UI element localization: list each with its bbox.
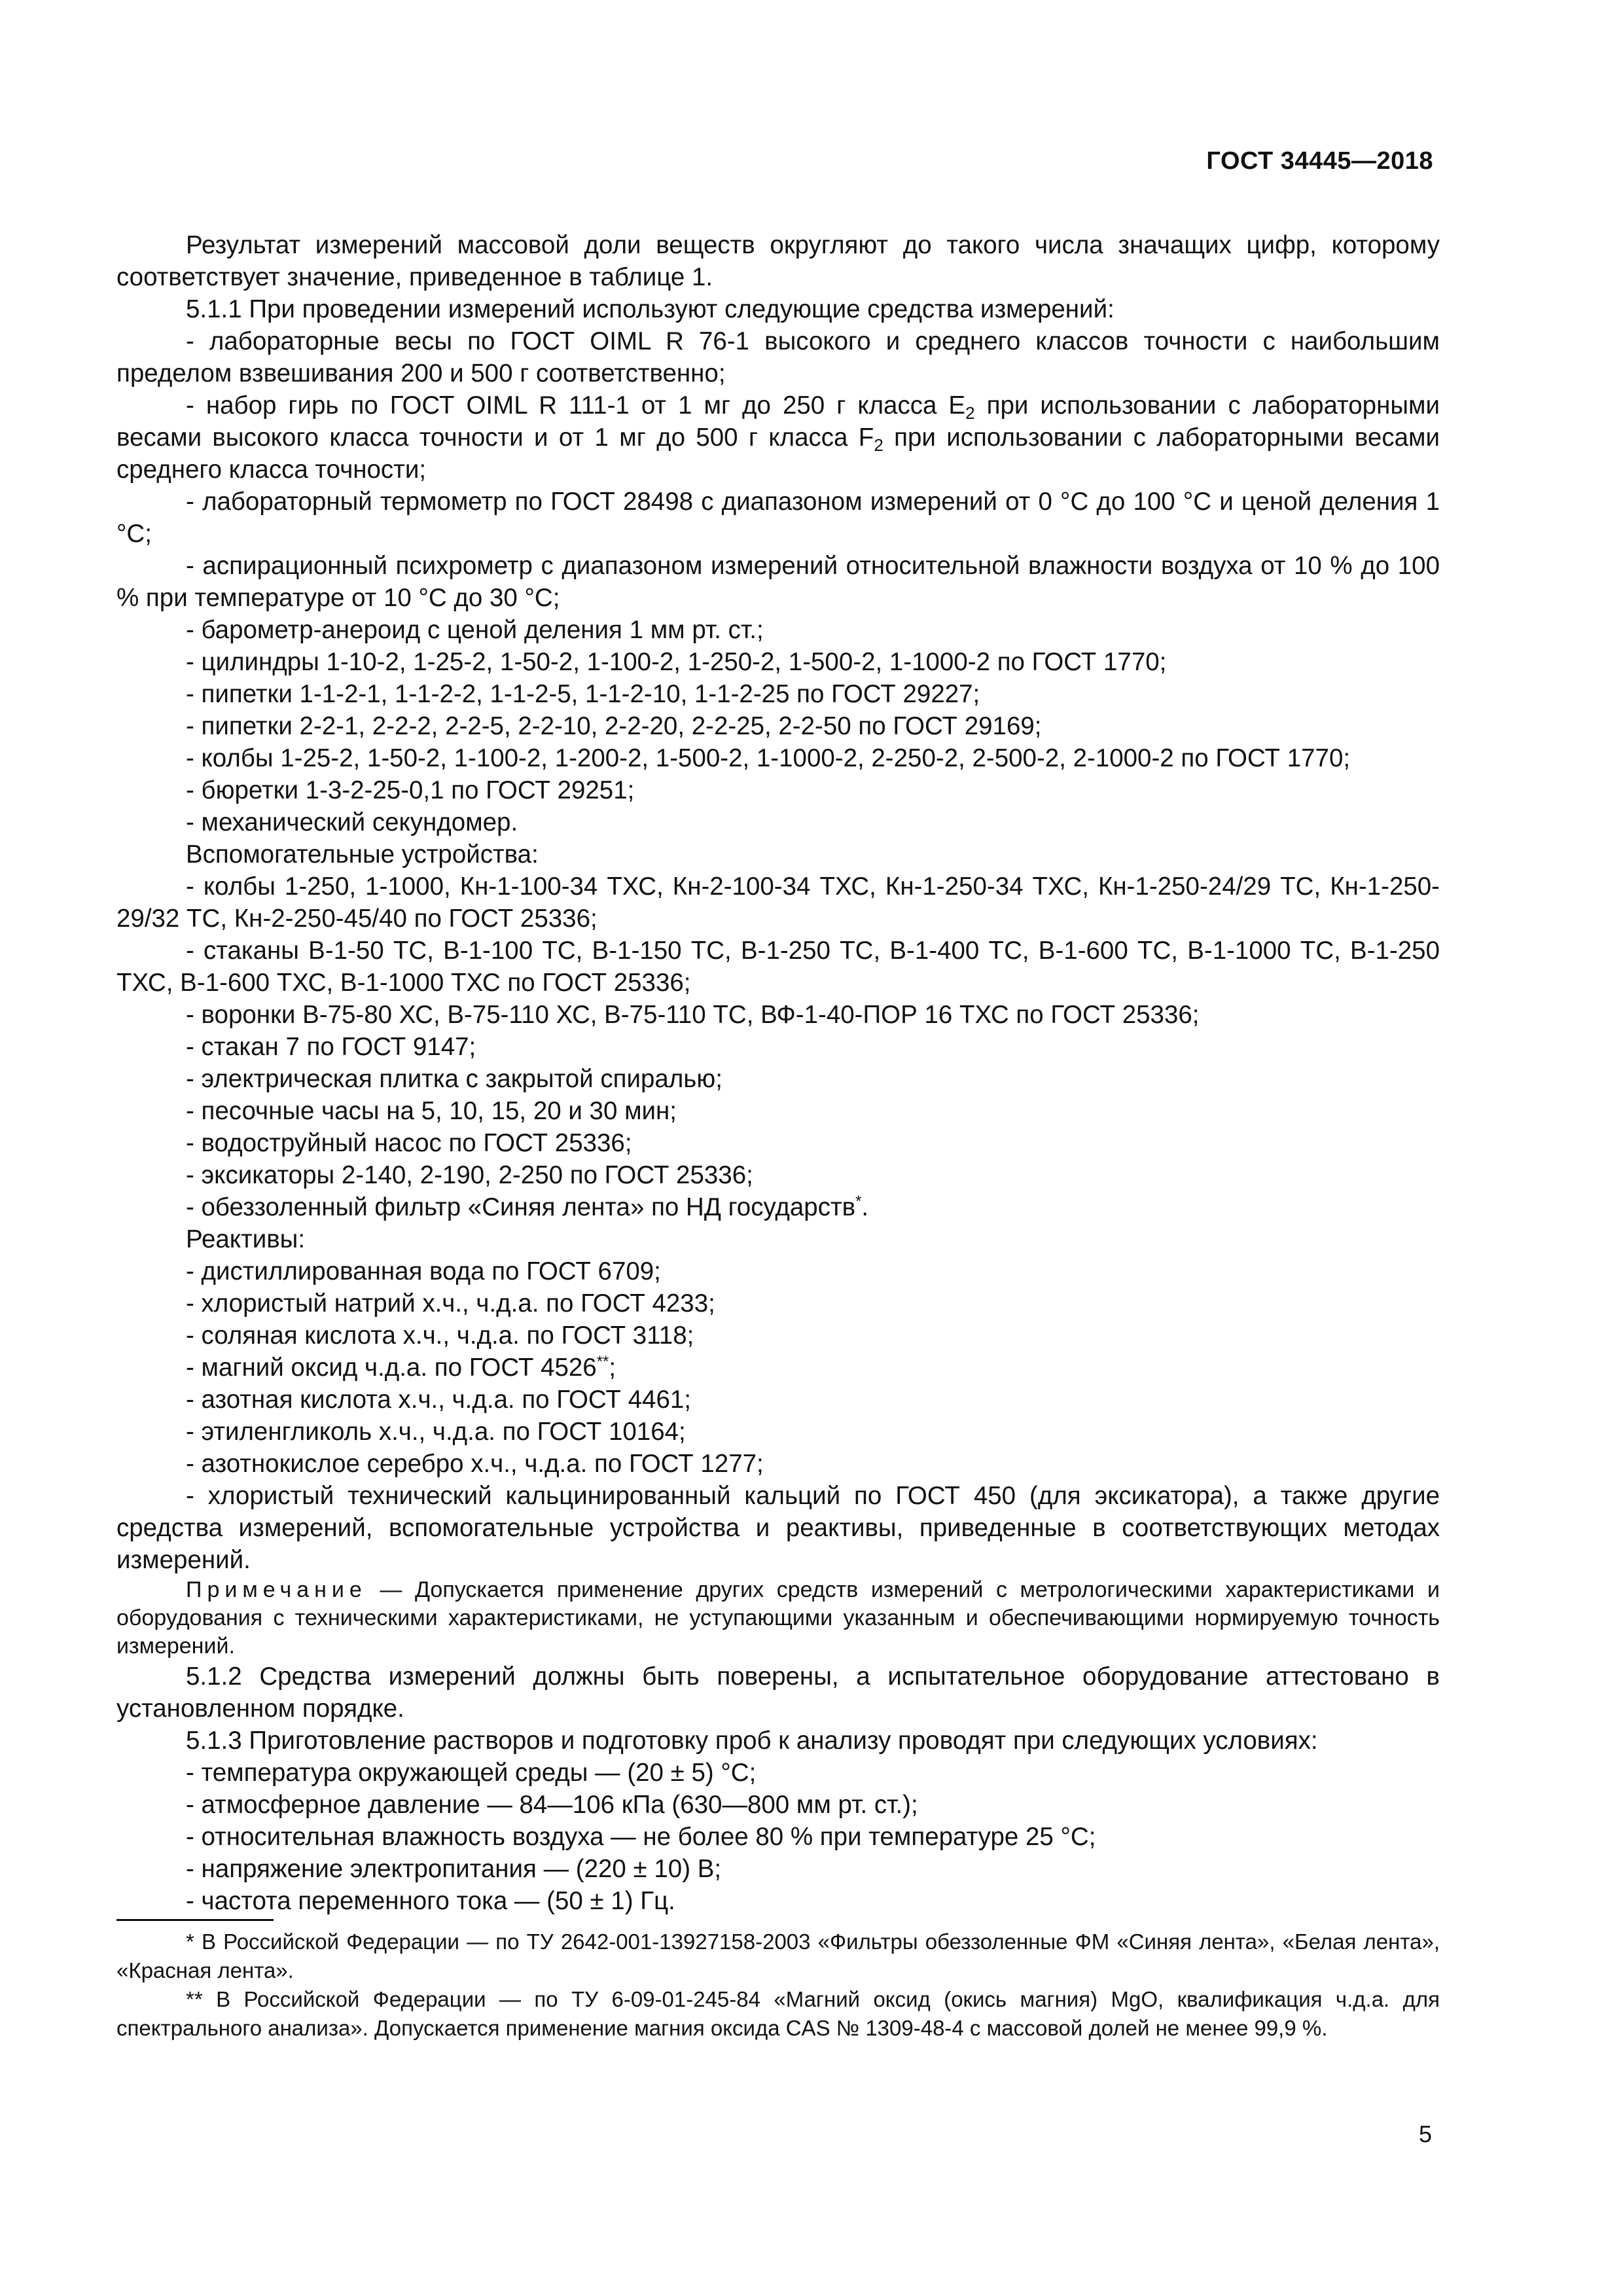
condition-voltage: - напряжение электропитания — (220 ± 10) В;: [186, 1855, 722, 1883]
page-number: 5: [1418, 2121, 1432, 2147]
aux-item-filter: [116, 1191, 1440, 1223]
note-label: Примечание: [186, 1577, 367, 1602]
list-item-psychrometer: - аспирационный психрометр с диапазоном измерений относительной влажности воздуха от 10 % до 100 % при температуре от 10 °С до 30 °С;: [116, 552, 1440, 612]
list-item-thermometer: - лабораторный термометр по ГОСТ 28498 с диапазоном измерений от 0 °С до 100 °С и ценой деления 1 °С;: [116, 488, 1440, 548]
mgo-text: - магний оксид ч.д.а. по ГОСТ 4526: [186, 1354, 597, 1382]
clause-5-1-2: 5.1.2 Средства измерений должны быть поверены, а испытательное оборудование аттестовано в установленном порядке.: [116, 1662, 1440, 1723]
list-item-pipettes-1: - пипетки 1-1-2-1, 1-1-2-2, 1-1-2-5, 1-1-2-10, 1-1-2-25 по ГОСТ 29227;: [186, 680, 980, 708]
list-item-flasks: - колбы 1-25-2, 1-50-2, 1-100-2, 1-200-2, 1-500-2, 1-1000-2, 2-250-2, 2-500-2, 2-1000-2 по ГОСТ 1770;: [186, 744, 1351, 772]
weights-text-a: - набор гирь по ГОСТ OIML R 111-1 от 1 мг до 250 г класса E: [186, 391, 966, 420]
footnote-1: * В Российской Федерации — по ТУ 2642-001-13927158-2003 «Фильтры обеззоленные ФМ «Синяя лента», «Белая лента», «Красная лента».: [116, 1929, 1440, 1982]
weights-text-c: при использовании с лабораторными весами среднего класса точности;: [116, 423, 1440, 484]
list-item-cylinders: - цилиндры 1-10-2, 1-25-2, 1-50-2, 1-100-2, 1-250-2, 1-500-2, 1-1000-2 по ГОСТ 1770;: [186, 648, 1167, 676]
weights-text-b: при использовании с лабораторными весами высокого класса точности и от 1 мг до 500 г класса F: [116, 391, 1440, 452]
filter-text-end: .: [861, 1193, 869, 1221]
aux-item-beakers: - стаканы В-1-50 ТС, В-1-100 ТС, В-1-150 ТС, В-1-250 ТС, В-1-400 ТС, В-1-600 ТС, В-1-1000 ТС, В-1-250 ТХС, В-1-600 ТХС, В-1-1000 ТХС по ГОСТ 25336;: [116, 937, 1440, 997]
reagent-magnesium-oxide: [116, 1352, 1440, 1384]
note-text: — Допускается применение других средств измерений с метрологическими характеристиками и оборудования с техническими характеристиками, не уступающими указанным и обеспечивающими нормируемую точность измерений.: [116, 1577, 1440, 1659]
footnote-2: ** В Российской Федерации — по ТУ 6-09-01-245-84 «Магний оксид (окись магния) MgO, квалификация ч.д.а. для спектрального анализа». Допускается применение магния оксида CAS № 1309-48-4 с массовой долей не менее 99,9 %.: [116, 1987, 1440, 2040]
aux-item-desiccators: - эксикаторы 2-140, 2-190, 2-250 по ГОСТ 25336;: [186, 1161, 753, 1189]
list-item-weights: [116, 389, 1440, 486]
document-body: [116, 229, 1440, 1917]
mgo-text-end: ;: [609, 1354, 616, 1382]
weights-subscript-b: 2: [874, 435, 883, 455]
filter-text: - обеззоленный фильтр «Синяя лента» по НД государств: [186, 1193, 856, 1221]
intro-paragraph: Результат измерений массовой доли веществ округляют до такого числа значащих цифр, которому соответствует значение, приведенное в таблице 1.: [116, 231, 1440, 291]
footnote-marker-1: *: [855, 1193, 862, 1210]
reagent-ethylene-glycol: - этиленгликоль х.ч., ч.д.а. по ГОСТ 10164;: [186, 1418, 686, 1446]
reagent-water: - дистиллированная вода по ГОСТ 6709;: [186, 1257, 661, 1285]
footnotes: [116, 1928, 1440, 2043]
reagent-nitric-acid: - азотная кислота х.ч., ч.д.а. по ГОСТ 4461;: [186, 1386, 691, 1414]
list-item-burettes: - бюретки 1-3-2-25-0,1 по ГОСТ 29251;: [186, 776, 635, 804]
clause-5-1-3: 5.1.3 Приготовление растворов и подготовку проб к анализу проводят при следующих условиях:: [186, 1727, 1318, 1755]
footnote-marker-2: **: [596, 1353, 609, 1371]
document-code-header: ГОСТ 34445—2018: [1206, 147, 1433, 175]
aux-item-stove: - электрическая плитка с закрытой спиралью;: [186, 1065, 722, 1093]
footnote-separator: [116, 1919, 274, 1921]
condition-pressure: - атмосферное давление — 84—106 кПа (630—800 мм рт. ст.);: [186, 1791, 918, 1819]
aux-item-pump: - водоструйный насос по ГОСТ 25336;: [186, 1129, 632, 1157]
list-item-stopwatch: - механический секундомер.: [186, 808, 518, 836]
reagent-silver-nitrate: - азотнокислое серебро х.ч., ч.д.а. по ГОСТ 1277;: [186, 1450, 764, 1478]
list-item-barometer: - барометр-анероид с ценой деления 1 мм рт. ст.;: [186, 616, 764, 644]
auxiliary-heading: Вспомогательные устройства:: [186, 840, 539, 869]
weights-subscript-a: 2: [965, 403, 975, 423]
condition-frequency: - частота переменного тока — (50 ± 1) Гц.: [186, 1887, 675, 1915]
condition-temperature: - температура окружающей среды — (20 ± 5) °С;: [186, 1759, 757, 1787]
reagents-heading: Реактивы:: [186, 1225, 306, 1253]
aux-item-funnels: - воронки В-75-80 ХС, В-75-110 ХС, В-75-110 ТС, ВФ-1-40-ПОР 16 ТХС по ГОСТ 25336;: [186, 1001, 1200, 1029]
condition-humidity: - относительная влажность воздуха — не более 80 % при температуре 25 °С;: [186, 1823, 1096, 1851]
reagent-calcium-chloride: - хлористый технический кальцинированный кальций по ГОСТ 450 (для эксикатора), а также другие средства измерений, вспомогательные устройства и реактивы, приведенные в соответствующих методах измерений.: [116, 1482, 1440, 1574]
aux-item-glass: - стакан 7 по ГОСТ 9147;: [186, 1033, 476, 1061]
list-item-scales: - лабораторные весы по ГОСТ OIML R 76-1 высокого и среднего классов точности с наибольшим пределом взвешивания 200 и 500 г соответственно;: [116, 327, 1440, 387]
aux-item-hourglass: - песочные часы на 5, 10, 15, 20 и 30 мин;: [186, 1097, 677, 1125]
list-item-pipettes-2: - пипетки 2-2-1, 2-2-2, 2-2-5, 2-2-10, 2-2-20, 2-2-25, 2-2-50 по ГОСТ 29169;: [186, 712, 1042, 740]
clause-5-1-1: 5.1.1 При проведении измерений используют следующие средства измерений:: [186, 295, 1115, 323]
reagent-sodium-chloride: - хлористый натрий х.ч., ч.д.а. по ГОСТ 4233;: [186, 1289, 715, 1318]
reagent-hydrochloric-acid: - соляная кислота х.ч., ч.д.а. по ГОСТ 3118;: [186, 1321, 694, 1350]
aux-item-flasks: - колбы 1-250, 1-1000, Кн-1-100-34 ТХС, Кн-2-100-34 ТХС, Кн-1-250-34 ТХС, Кн-1-250-24/29 ТС, Кн-1-250-29/32 ТС, Кн-2-250-45/40 по ГОСТ 25336;: [116, 872, 1440, 933]
note-paragraph: [116, 1576, 1440, 1660]
